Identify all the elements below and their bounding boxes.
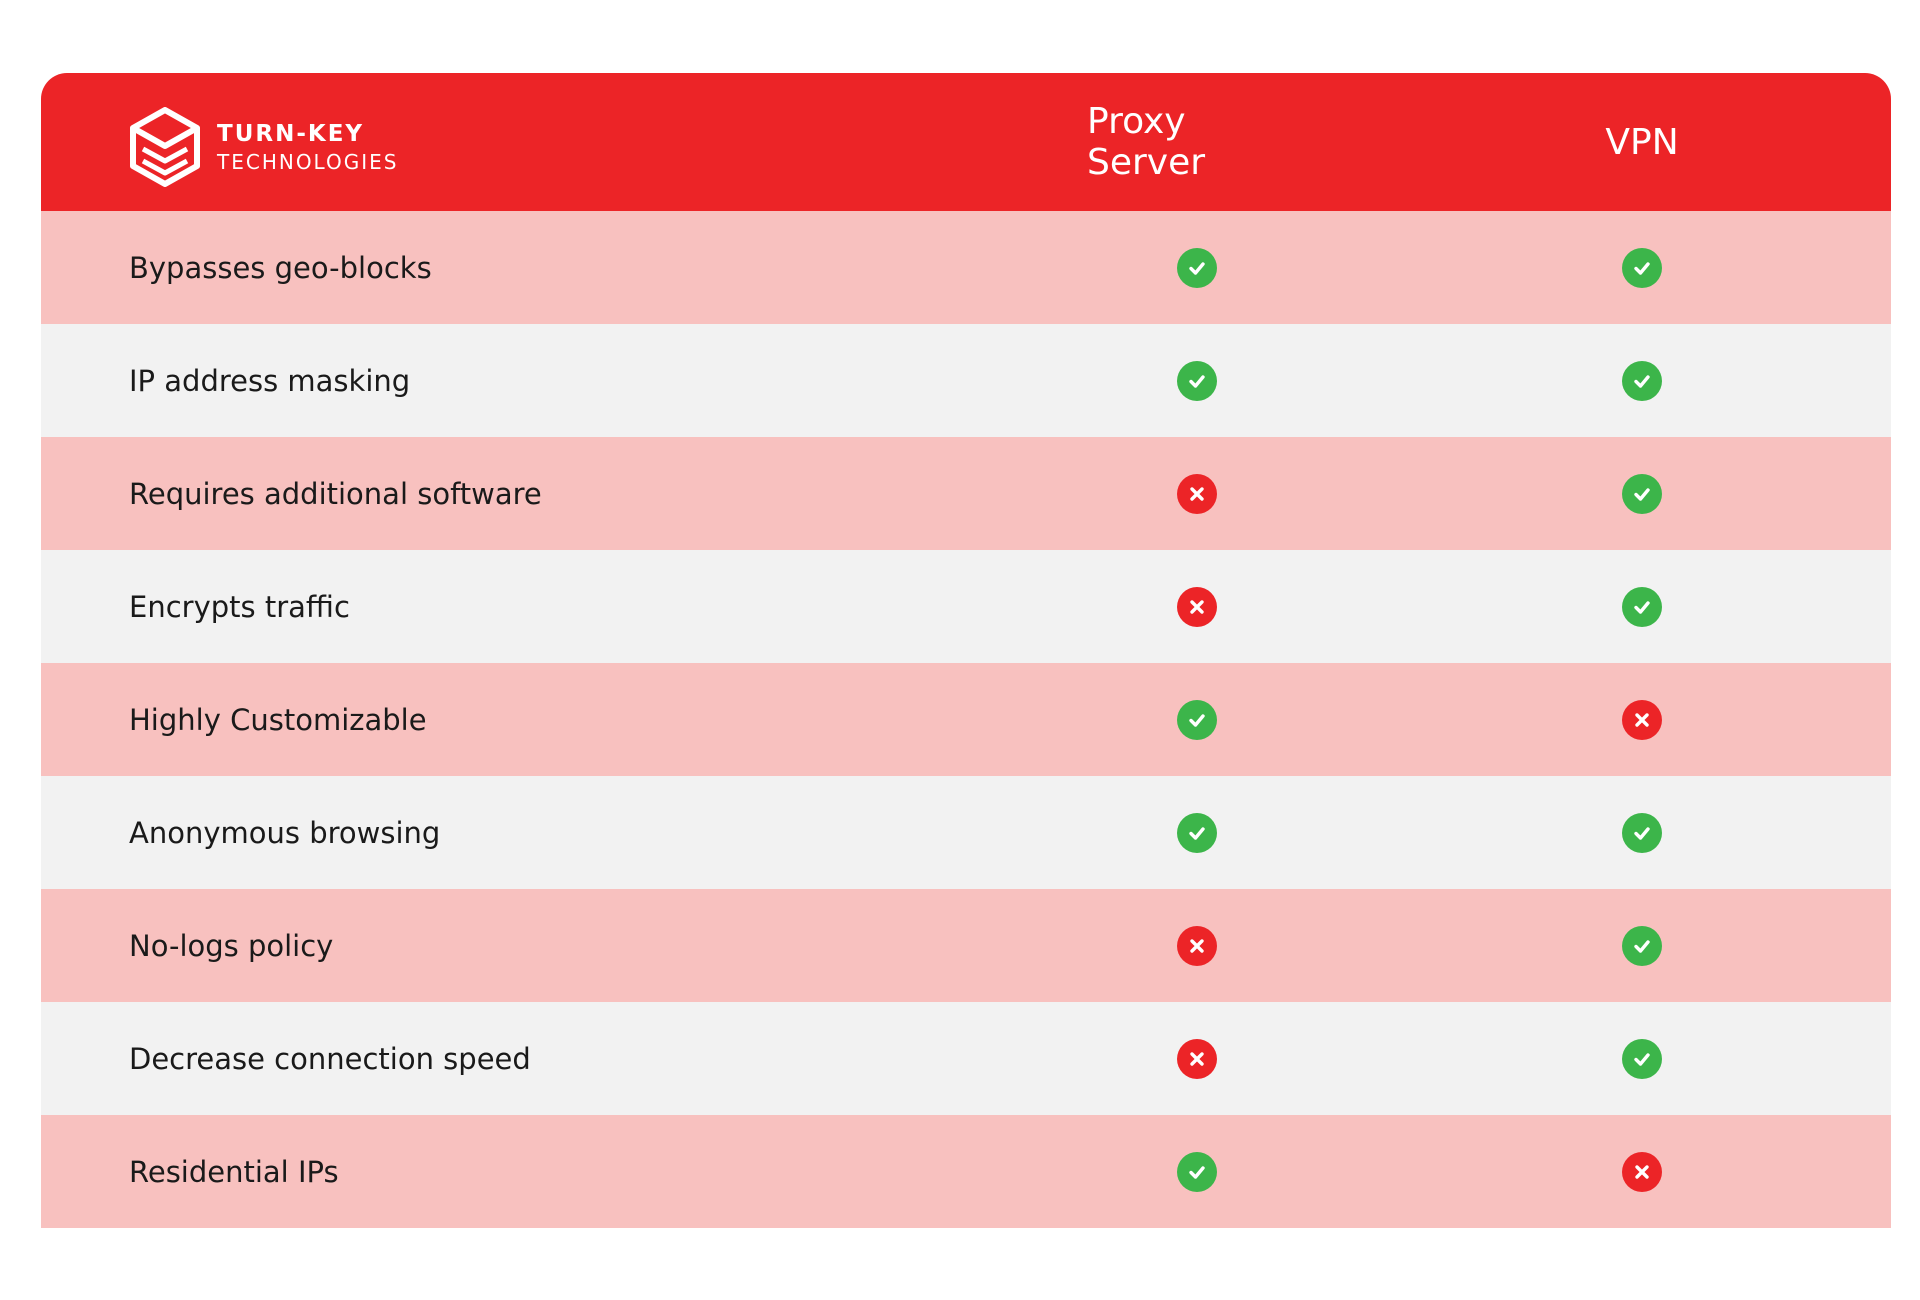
- x-circle-icon: [1177, 926, 1217, 966]
- x-circle-icon: [1622, 1152, 1662, 1192]
- check-circle-icon: [1622, 1039, 1662, 1079]
- table-row: [41, 776, 1891, 889]
- feature-label: Requires additional software: [129, 476, 542, 511]
- x-circle-icon: [1622, 700, 1662, 740]
- check-circle-icon: [1622, 474, 1662, 514]
- feature-label: No-logs policy: [129, 928, 334, 963]
- check-circle-icon: [1622, 587, 1662, 627]
- table-body: [41, 211, 1891, 1228]
- feature-label: Encrypts traffic: [129, 589, 350, 624]
- comparison-table: [41, 73, 1891, 1228]
- column-header-vpn: VPN: [1605, 121, 1679, 163]
- x-circle-icon: [1177, 474, 1217, 514]
- check-circle-icon: [1622, 926, 1662, 966]
- table-row: [41, 889, 1891, 1002]
- cube-logo-icon: [129, 107, 201, 187]
- table-row: [41, 437, 1891, 550]
- table-row: [41, 550, 1891, 663]
- x-circle-icon: [1177, 1039, 1217, 1079]
- brand-line1: TURN-KEY: [217, 120, 365, 147]
- check-circle-icon: [1177, 248, 1217, 288]
- brand-line2: TECHNOLOGIES: [217, 149, 399, 174]
- check-circle-icon: [1622, 361, 1662, 401]
- column-header-proxy: Proxy Server: [1087, 101, 1206, 183]
- table-row: [41, 1115, 1891, 1228]
- table-row: [41, 324, 1891, 437]
- feature-label: IP address masking: [129, 363, 411, 398]
- brand-logo: [129, 107, 398, 187]
- table-row: [41, 663, 1891, 776]
- table-row: [41, 211, 1891, 324]
- table-header: [41, 73, 1891, 211]
- check-circle-icon: [1622, 248, 1662, 288]
- check-circle-icon: [1177, 813, 1217, 853]
- table-row: [41, 1002, 1891, 1115]
- feature-label: Residential IPs: [129, 1154, 339, 1189]
- brand-name: [217, 120, 399, 174]
- feature-label: Decrease connection speed: [129, 1041, 531, 1076]
- check-circle-icon: [1177, 361, 1217, 401]
- check-circle-icon: [1177, 700, 1217, 740]
- feature-label: Highly Customizable: [129, 702, 427, 737]
- check-circle-icon: [1622, 813, 1662, 853]
- check-circle-icon: [1177, 1152, 1217, 1192]
- feature-label: Anonymous browsing: [129, 815, 441, 850]
- x-circle-icon: [1177, 587, 1217, 627]
- feature-label: Bypasses geo-blocks: [129, 250, 432, 285]
